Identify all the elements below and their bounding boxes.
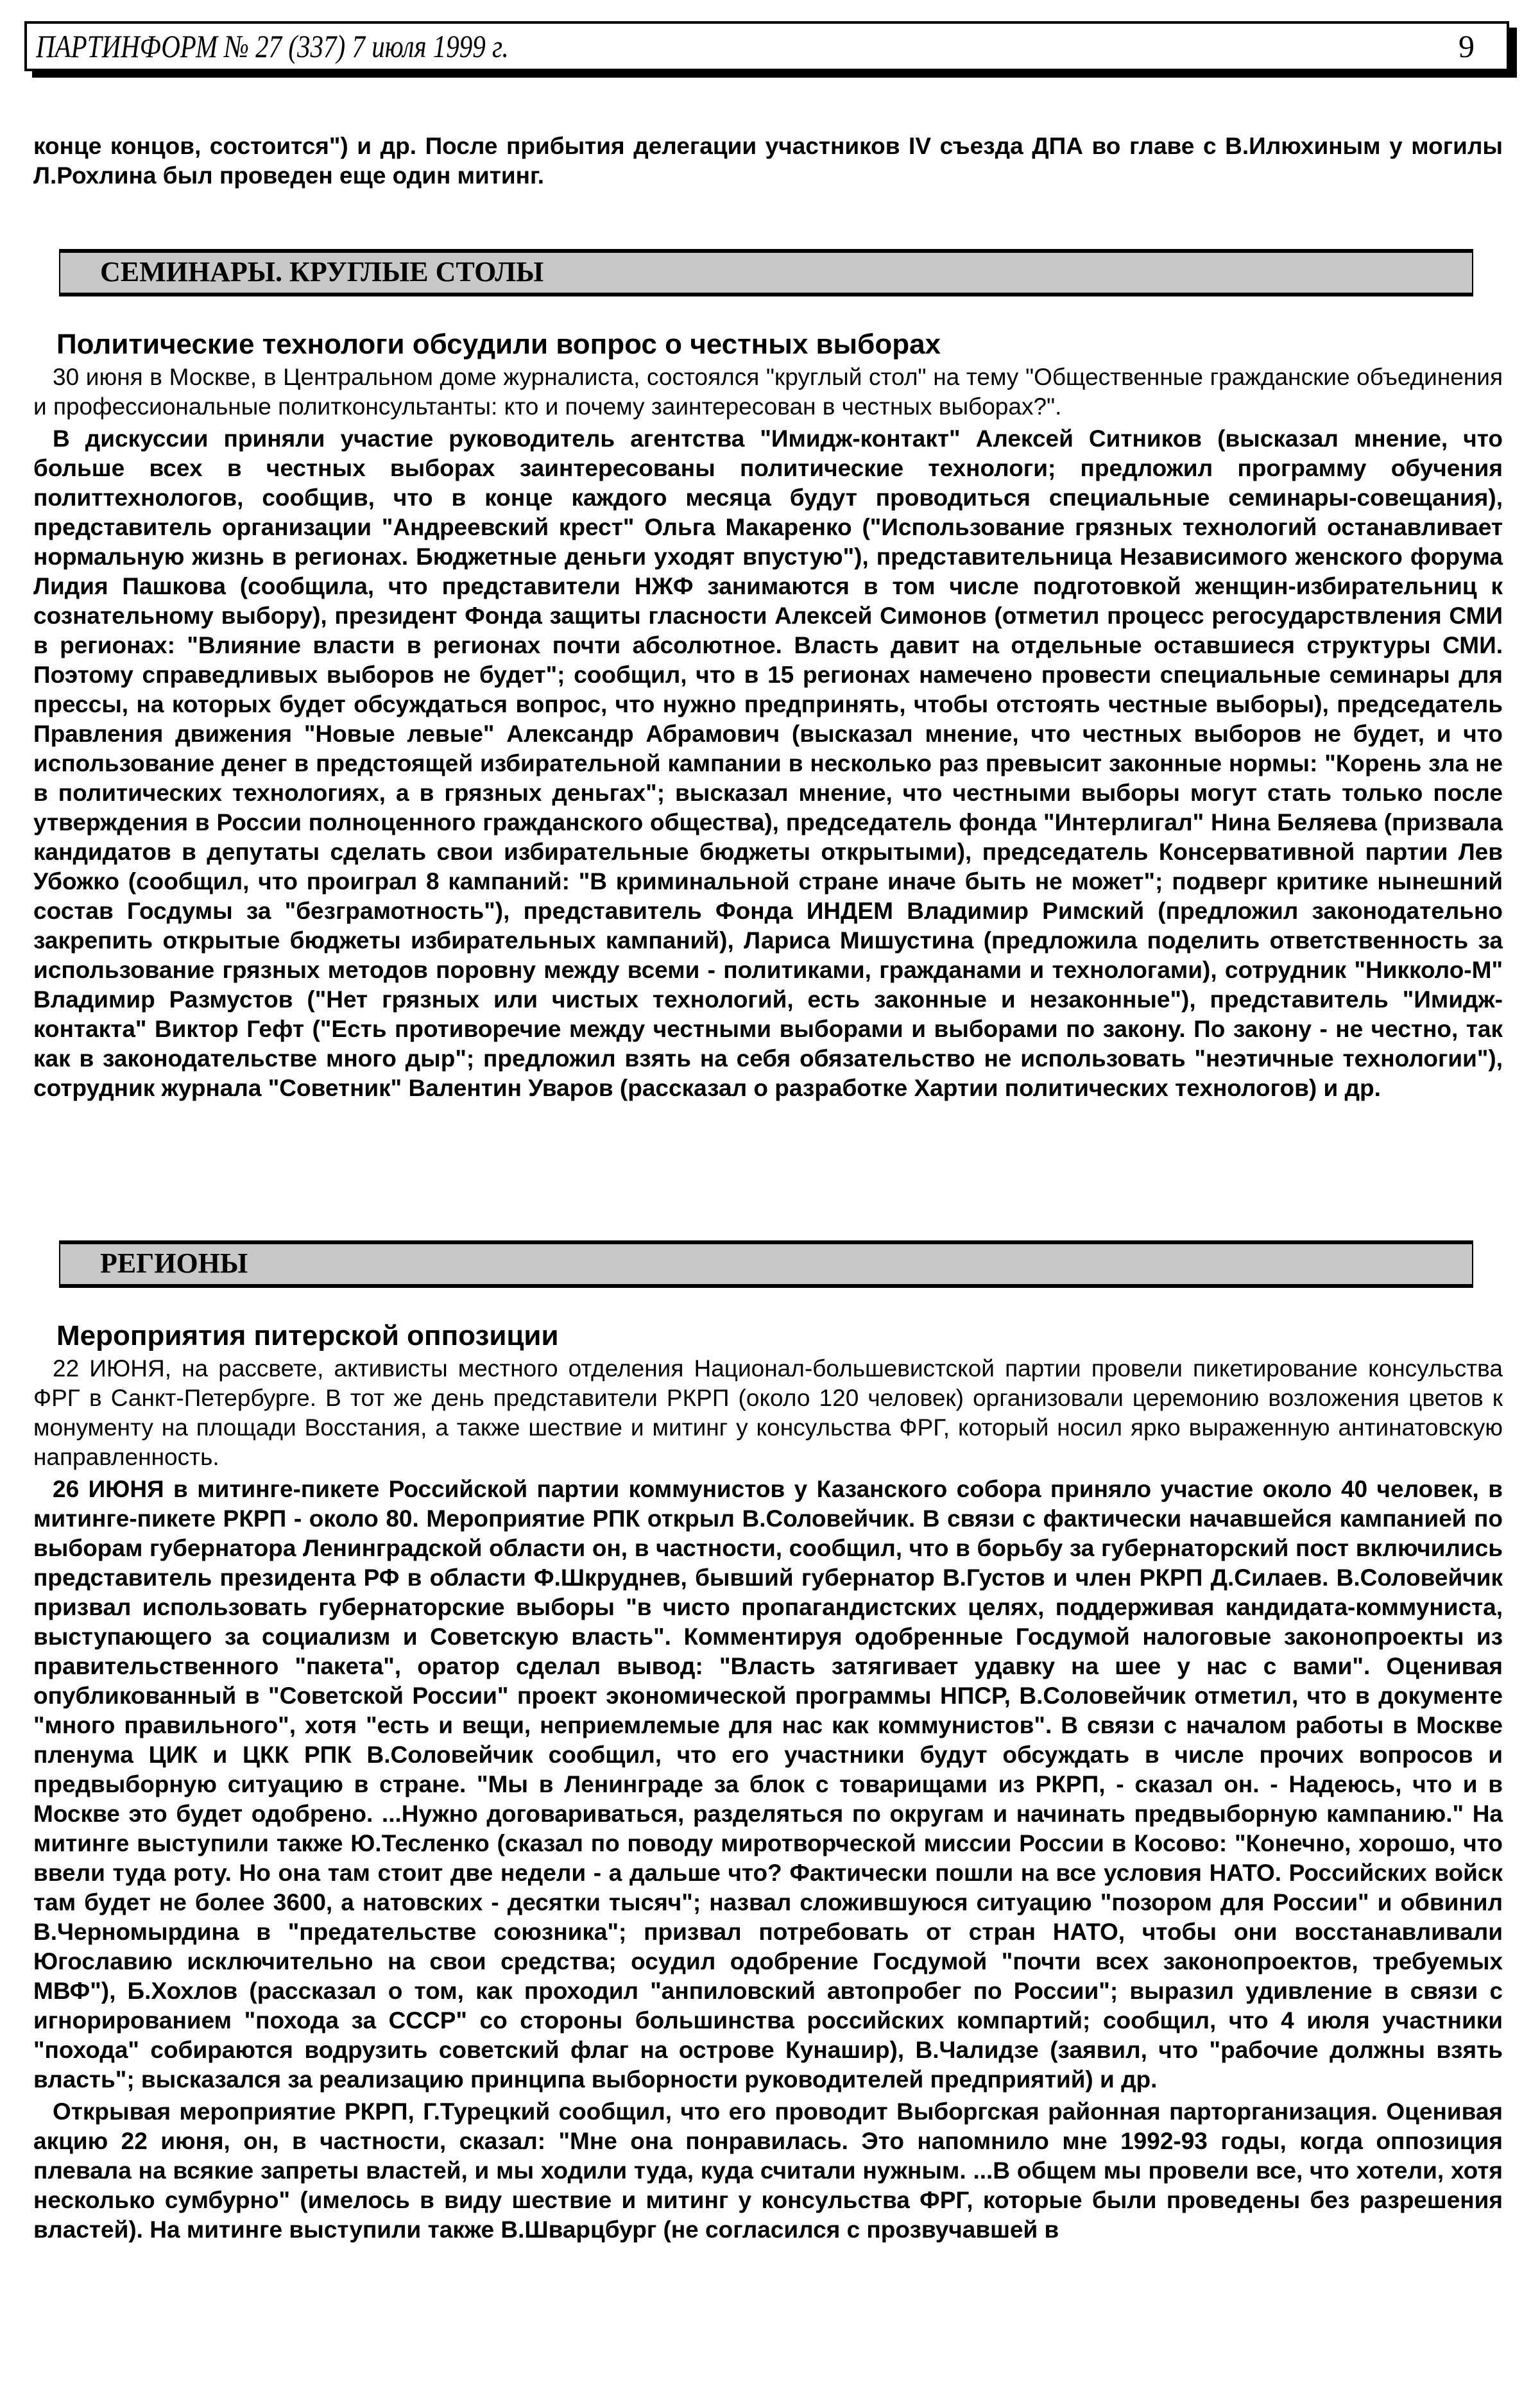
- article-body: [33, 1354, 1503, 2245]
- article-body: [33, 363, 1503, 1103]
- article-heading: Политические технологи обсудили вопрос о честных выборах: [56, 329, 941, 360]
- paragraph: Открывая мероприятие РКРП, Г.Турецкий сообщил, что его проводит Выборгская районная парторганизация. Оценивая акцию 22 июня, он, в частности, сказал: "Мне она понравилась. Это напомнило мне 1992-93 годы, когда оппозиция плевала на всякие запреты властей, и мы ходили туда, куда считали нужным. ...В общем мы провели все, что хотели, хотя несколько сумбурно" (имелось в виду шествие и митинг у консульства ФРГ, которые были проведены без разрешения властей). На митинге выступили также В.Шварцбург (не согласился с прозвучавшей в: [33, 2098, 1503, 2243]
- article-heading: Мероприятия питерской оппозиции: [56, 1320, 559, 1351]
- paragraph: 26 ИЮНЯ в митинге-пикете Российской партии коммунистов у Казанского собора приняло участие около 40 человек, в митинге-пикете РКРП - около 80. Мероприятие РПК открыл В.Соловейчик. В связи с фактически начавшейся кампанией по выборам губернатора Ленинградской области он, в частности, сообщил, что в борьбу за губернаторский пост включились представитель президента РФ в области Ф.Шкруднев, бывший губернатор В.Густов и член РКРП Д.Силаев. В.Соловейчик призвал использовать губернаторские выборы "в чисто пропагандистских целях, поддерживая кандидата-коммуниста, выступающего за социализм и Советскую власть". Комментируя одобренные Госдумой налоговые законопроекты из правительственного "пакета", оратор сделал вывод: "Власть затягивает удавку на шее у нас с вами". Оценивая опубликованный в "Советской России" проект экономической программы НПСР, В.Соловейчик отметил, что в документе "много правильного", хотя "есть и вещи, неприемлемые для нас как коммунистов". В связи с началом работы в Москве пленума ЦИК и ЦКК РПК В.Соловейчик сообщил, что его участники будут обсуждать в числе прочих вопросов и предвыборную ситуацию в стране. "Мы в Ленинграде за блок с товарищами из РКРП, - сказал он. - Надеюсь, что и в Москве это будет одобрено. ...Нужно договариваться, разделяться по округам и начинать предвыборную кампанию." На митинге выступили также Ю.Тесленко (сказал по поводу миротворческой миссии России в Косово: "Конечно, хорошо, что ввели туда роту. Но она там стоит две недели - а дальше что? Фактически пошли на все условия НАТО. Российских войск там будет не более 3600, а натовских - десятки тысяч"; назвал сложившуюся ситуацию "позором для России" и обвинил В.Черномырдина в "предательстве союзника"; призвал потребовать от стран НАТО, чтобы они восстанавливали Югославию исключительно на свои средства; осудил одобрение Госдумой "почти всех законопроектов, требуемых МВФ"), Б.Хохлов (рассказал о том, как проходил "анпиловский автопробег по России"; выразил удивление в связи с игнорированием "похода за СССР" со стороны большинства российских компартий; сообщил, что 4 июля участники "похода" собираются водрузить советский флаг на острове Кунашир), В.Чалидзе (заявил, что "рабочие должны взять власть"; высказался за реализацию принципа выборности руководителей предприятий) и др.: [33, 1476, 1503, 2093]
- page-number: 9: [1459, 28, 1475, 64]
- publication-title: ПАРТИНФОРМ № 27 (337) 7 июля 1999 г.: [36, 28, 509, 64]
- section-bar-regions: [59, 1240, 1473, 1288]
- section-bar-seminars: [59, 249, 1473, 296]
- intro-paragraph: [33, 132, 1503, 191]
- paragraph: В дискуссии приняли участие руководитель агентства "Имидж-контакт" Алексей Ситников (высказал мнение, что больше всех в честных выборах заинтересованы политические технологи; предложил программу обучения политтехнологов, сообщив, что в конце каждого месяца будут проводиться специальные семинары-совещания), представитель организации "Андреевский крест" Ольга Макаренко ("Использование грязных технологий останавливает нормальную жизнь в регионах. Бюджетные деньги уходят впустую"), представительница Независимого женского форума Лидия Пашкова (сообщила, что представители НЖФ занимаются в том числе подготовкой женщин-избирательниц к сознательному выбору), президент Фонда защиты гласности Алексей Симонов (отметил процесс регосударствления СМИ в регионах: "Влияние власти в регионах почти абсолютное. Власть давит на отдельные оставшиеся структуры СМИ. Поэтому справедливых выборов не будет"; сообщил, что в 15 регионах намечено провести специальные семинары для прессы, на которых будет обсуждаться вопрос, что нужно предпринять, чтобы отстоять честные выборы), председатель Правления движения "Новые левые" Александр Абрамович (высказал мнение, что честных выборов не будет, и что использование денег в предстоящей избирательной кампании в несколько раз превысит законные нормы: "Корень зла не в политических технологиях, а в грязных деньгах"; высказал мнение, что честными выборы могут стать только после утверждения в России полноценного гражданского общества), председатель фонда "Интерлигал" Нина Беляева (призвала кандидатов в депутаты сделать свои избирательные бюджеты открытыми), председатель Консервативной партии Лев Убожко (сообщил, что проиграл 8 кампаний: "В криминальной стране иначе быть не может"; подверг критике нынешний состав Госдумы за "безграмотность"), представитель Фонда ИНДЕМ Владимир Римский (предложил законодательно закрепить открытые бюджеты избирательных кампаний), Лариса Мишустина (предложила поделить ответственность за использование грязных методов поровну между всеми - политиками, гражданами и технологами), сотрудник "Никколо-М" Владимир Размустов ("Нет грязных или чистых технологий, есть законные и незаконные"), представитель "Имидж-контакта" Виктор Гефт ("Есть противоречие между честными выборами и выборами по закону. По закону - не честно, так как в законодательстве много дыр"; предложил взять на себя обязательство не использовать "неэтичные технологии"), сотрудник журнала "Советник" Валентин Уваров (рассказал о разработке Хартии политических технологов) и др.: [33, 425, 1503, 1101]
- page-header: [24, 21, 1509, 71]
- paragraph: 30 июня в Москве, в Центральном доме журналиста, состоялся "круглый стол" на тему "Общественные гражданские объединения и профессиональные политконсультанты: кто и почему заинтересован в честных выборах?".: [33, 364, 1503, 420]
- section-title: РЕГИОНЫ: [100, 1247, 248, 1279]
- paragraph: 22 ИЮНЯ, на рассвете, активисты местного отделения Национал-большевистской партии провели пикетирование консульства ФРГ в Санкт-Петербурге. В тот же день представители РКРП (около 120 человек) организовали церемонию возложения цветов к монументу на площади Восстания, а также шествие и митинг у консульства ФРГ, который носил ярко выраженную антинатовскую направленность.: [33, 1355, 1503, 1470]
- intro-text: конце концов, состоится") и др. После прибытия делегации участников IV съезда ДПА во главе с В.Илюхиным у могилы Л.Рохлина был проведен еще один митинг.: [33, 133, 1503, 189]
- section-title: СЕМИНАРЫ. КРУГЛЫЕ СТОЛЫ: [100, 256, 544, 287]
